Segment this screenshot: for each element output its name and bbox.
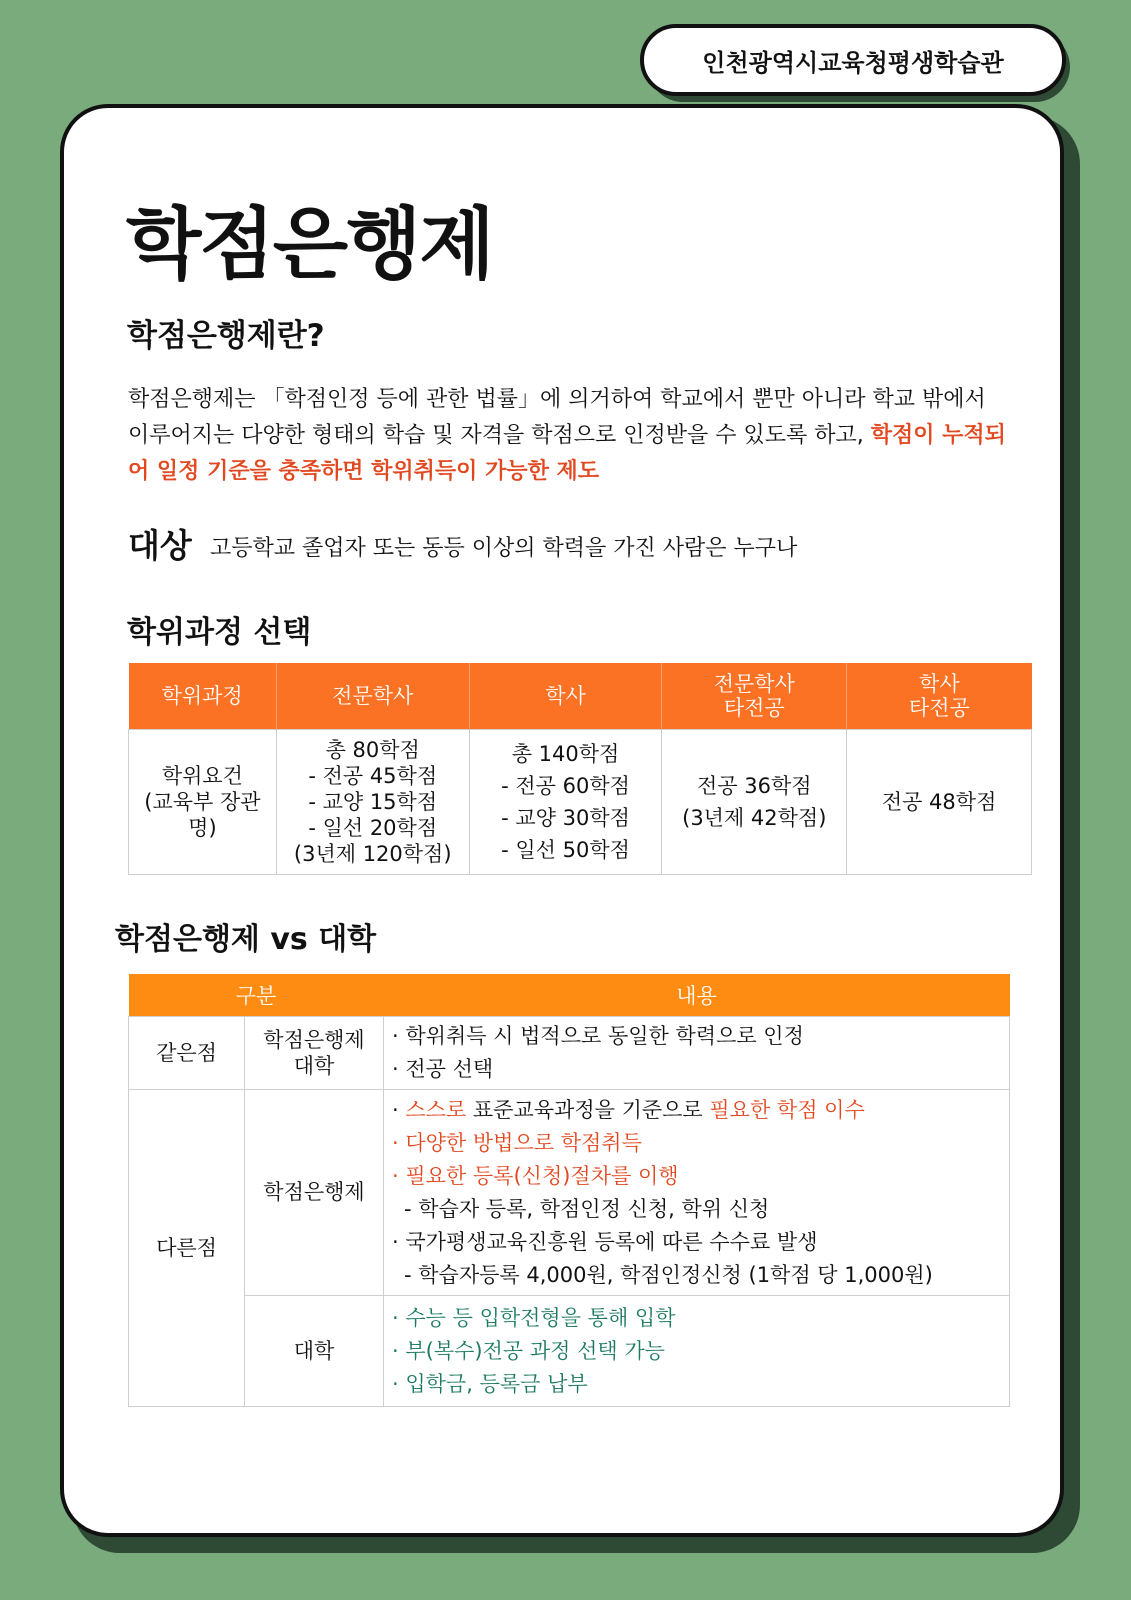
list-item: · 전공 선택: [392, 1057, 494, 1081]
target-label: 대상: [128, 526, 192, 565]
degree-header: 학사: [469, 663, 662, 730]
degree-cell: 전공 36학점 (3년제 42학점): [662, 730, 847, 875]
compare-heading: 학점은행제 vs 대학: [115, 922, 377, 957]
degree-header-row: [129, 663, 1032, 730]
list-item: · 학위취득 시 법적으로 동일한 학력으로 인정: [392, 1024, 804, 1048]
list-item: · 입학금, 등록금 납부: [392, 1371, 588, 1396]
list-item: · 스스로 표준교육과정을 기준으로 필요한 학점 이수: [392, 1097, 865, 1122]
compare-same-row: [129, 1017, 1010, 1090]
what-para-normal: 학점은행제는 「학점인정 등에 관한 법률」에 의거하여 학교에서 뿐만 아니라 학교 밖에서 이루어지는 다양한 형태의 학습 및 자격을 학점으로 인정받을 수 있도록 하고,: [128, 387, 986, 448]
org-name: 인천광역시교육청평생학습관: [702, 48, 1004, 77]
list-item: · 필요한 등록(신청)절차를 이행: [392, 1163, 679, 1188]
same-sub: 학점은행제 대학: [245, 1017, 384, 1090]
list-item: · 수능 등 입학전형을 통해 입학: [392, 1305, 676, 1330]
degree-row-label: 학위요건 (교육부 장관 명): [129, 730, 277, 875]
list-item: · 부(복수)전공 과정 선택 가능: [392, 1338, 665, 1363]
compare-diff-univ-row: [129, 1296, 1010, 1407]
degree-cell: 총 140학점 - 전공 60학점 - 교양 30학점 - 일선 50학점: [469, 730, 662, 875]
degree-header: 전문학사: [276, 663, 469, 730]
target-text: 고등학교 졸업자 또는 동등 이상의 학력을 가진 사람은 누구나: [210, 536, 798, 561]
univ-content: [384, 1296, 1010, 1407]
degree-heading: 학위과정 선택: [127, 615, 312, 650]
what-para-highlight: 학점이 누적되어 일정 기준을 충족하면 학위취득이 가능한 제도: [128, 423, 1006, 484]
compare-header-row: [129, 974, 1010, 1017]
degree-header: 전문학사 타전공: [662, 663, 847, 730]
compare-header-category: 구분: [129, 974, 384, 1017]
list-item: · 국가평생교육진흥원 등록에 따른 수수료 발생: [392, 1229, 818, 1254]
same-content: [384, 1017, 1010, 1090]
degree-header: 학위과정: [129, 663, 277, 730]
degree-cell: 총 80학점 - 전공 45학점 - 교양 15학점 - 일선 20학점 (3년제 120학점): [276, 730, 469, 875]
list-item: · 다양한 방법으로 학점취득: [392, 1130, 642, 1155]
diff-label: 다른점: [129, 1090, 245, 1407]
degree-requirement-row: [129, 730, 1032, 875]
univ-label: 대학: [245, 1296, 384, 1407]
compare-table: [128, 974, 1010, 1407]
cb-content: [384, 1090, 1010, 1296]
list-subitem: - 학습자등록 4,000원, 학점인정신청 (1학점 당 1,000원): [404, 1262, 933, 1287]
degree-table: [128, 663, 1032, 875]
org-badge: [640, 24, 1066, 96]
compare-diff-cb-row: [129, 1090, 1010, 1296]
degree-cell: 전공 48학점: [847, 730, 1032, 875]
what-heading: 학점은행제란?: [127, 318, 325, 354]
degree-header: 학사 타전공: [847, 663, 1032, 730]
list-subitem: - 학습자 등록, 학점인정 신청, 학위 신청: [404, 1196, 770, 1221]
cb-label: 학점은행제: [245, 1090, 384, 1296]
page-title: 학점은행제: [126, 200, 493, 290]
same-label: 같은점: [129, 1017, 245, 1090]
what-paragraph: [128, 382, 1008, 490]
compare-header-content: 내용: [384, 974, 1010, 1017]
